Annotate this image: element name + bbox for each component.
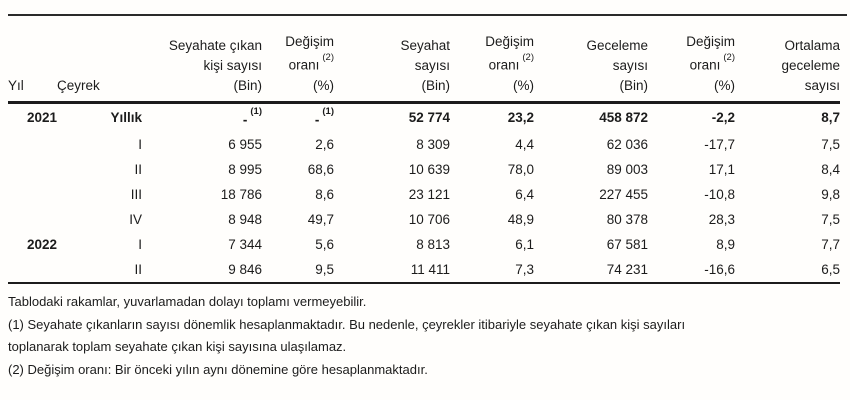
value-cell: 80 378 xyxy=(606,212,648,227)
value-cell: 6,5 xyxy=(821,262,840,277)
value-cell: -10,8 xyxy=(704,187,735,202)
value-cell: -$^{(1)}$ xyxy=(314,105,334,127)
header-row xyxy=(8,16,840,102)
row-2022-q1 xyxy=(8,232,840,257)
year-cell xyxy=(8,132,57,157)
value-cell: 8 995 xyxy=(228,162,262,177)
value-cell: 6,1 xyxy=(515,237,534,252)
header-average-stays: Ortalama geceleme sayısı xyxy=(781,37,840,93)
quarter-cell: III xyxy=(130,187,142,202)
value-cell: 23 121 xyxy=(408,187,450,202)
year-cell xyxy=(8,182,57,207)
header-travelers: Seyahate çıkan kişi sayısı (Bin) xyxy=(168,37,262,93)
value-cell: 9 846 xyxy=(228,262,262,277)
value-cell: 4,4 xyxy=(515,137,534,152)
footnote-marker-2: (2) xyxy=(322,52,334,63)
quarter-cell: IV xyxy=(129,212,142,227)
row-2021-q1 xyxy=(8,132,840,157)
footnote-2: (2) Değişim oranı: Bir önceki yılın aynı dönemine göre hesaplanmaktadır. xyxy=(8,361,428,377)
value-cell: 9,8 xyxy=(821,187,840,202)
header-trips: Seyahat sayısı (Bin) xyxy=(400,37,450,93)
value-cell: 10 706 xyxy=(408,212,450,227)
row-2021-annual xyxy=(8,102,840,132)
value-cell: 2,6 xyxy=(315,137,334,152)
value-cell: 5,6 xyxy=(315,237,334,252)
value-cell: 8,9 xyxy=(716,237,735,252)
travel-statistics-table xyxy=(8,16,840,284)
value-cell: 7,5 xyxy=(821,137,840,152)
year-cell: 2022 xyxy=(26,237,57,252)
value-cell: 6,4 xyxy=(515,187,534,202)
header-quarter: Çeyrek xyxy=(57,77,100,93)
value-cell: 68,6 xyxy=(307,162,334,177)
value-cell: -16,6 xyxy=(704,262,735,277)
header-year: Yıl xyxy=(8,77,24,93)
value-cell: 8,6 xyxy=(315,187,334,202)
quarter-cell: I xyxy=(138,237,142,252)
footnote-marker-1: (1) xyxy=(250,105,262,117)
header-change-rate-trips: Değişim oranı $^{(2)}$ (%) xyxy=(485,34,534,93)
header-overnight-stays: Geceleme sayısı (Bin) xyxy=(586,37,648,93)
value-cell: 74 231 xyxy=(606,262,648,277)
value-cell: 7,5 xyxy=(821,212,840,227)
value-cell: 78,0 xyxy=(507,162,534,177)
year-cell xyxy=(8,207,57,232)
value-cell: 89 003 xyxy=(606,162,648,177)
value-cell: 6 955 xyxy=(228,137,262,152)
value-cell: 49,7 xyxy=(307,212,334,227)
quarter-cell: II xyxy=(134,162,142,177)
footnote-1-line-1: (1) Seyahate çıkanların sayısı dönemlik hesaplanmaktadır. Bu nedenle, çeyrekler itibariyle seyahate çıkan kişi sayıları xyxy=(8,316,686,332)
row-2021-q2 xyxy=(8,157,840,182)
footnote-marker-2: (2) xyxy=(723,52,735,63)
year-cell: 2021 xyxy=(26,110,57,126)
value-cell: 23,2 xyxy=(507,110,534,126)
header-change-rate-stays: Değişim oranı $^{(2)}$ (%) xyxy=(686,34,735,93)
year-cell xyxy=(8,157,57,182)
value-cell: -17,7 xyxy=(704,137,735,152)
footnote-1-line-2: toplanarak toplam seyahate çıkan kişi sayısına ulaşılamaz. xyxy=(8,339,347,354)
header-change-rate-travelers: Değişim oranı $^{(2)}$ (%) xyxy=(285,34,334,93)
year-cell xyxy=(8,257,57,283)
footnote-marker-1: (1) xyxy=(322,105,334,117)
value-cell: 11 411 xyxy=(410,262,450,277)
row-2021-q4 xyxy=(8,207,840,232)
footnote-marker-2: (2) xyxy=(522,52,534,63)
value-cell: 17,1 xyxy=(708,162,735,177)
row-2022-q2 xyxy=(8,257,840,283)
value-cell: 227 455 xyxy=(599,187,648,202)
value-cell: -2,2 xyxy=(711,110,735,126)
value-cell: 8,7 xyxy=(821,110,840,126)
value-cell: 458 872 xyxy=(599,110,648,126)
value-cell: 7,7 xyxy=(821,237,840,252)
value-cell: 7 344 xyxy=(228,237,262,252)
value-cell: 9,5 xyxy=(315,262,334,277)
value-cell: 28,3 xyxy=(708,212,735,227)
value-cell: 52 774 xyxy=(408,110,450,126)
row-2021-q3 xyxy=(8,182,840,207)
value-cell: 8 309 xyxy=(416,137,450,152)
quarter-cell: II xyxy=(134,262,142,277)
value-cell: 7,3 xyxy=(515,262,534,277)
value-cell: 8 948 xyxy=(228,212,262,227)
value-cell: 8,4 xyxy=(821,162,840,177)
value-cell: 62 036 xyxy=(606,137,648,152)
quarter-cell: I xyxy=(138,137,142,152)
value-cell: 48,9 xyxy=(507,212,534,227)
value-cell: 67 581 xyxy=(606,237,648,252)
footnote-rounding: Tablodaki rakamlar, yuvarlamadan dolayı toplamı vermeyebilir. xyxy=(8,294,367,309)
value-cell: 18 786 xyxy=(220,187,262,202)
quarter-cell: Yıllık xyxy=(110,110,142,126)
footnotes xyxy=(8,284,844,381)
value-cell: -$^{(1)}$ xyxy=(242,105,262,127)
value-cell: 10 639 xyxy=(408,162,450,177)
value-cell: 8 813 xyxy=(416,237,450,252)
